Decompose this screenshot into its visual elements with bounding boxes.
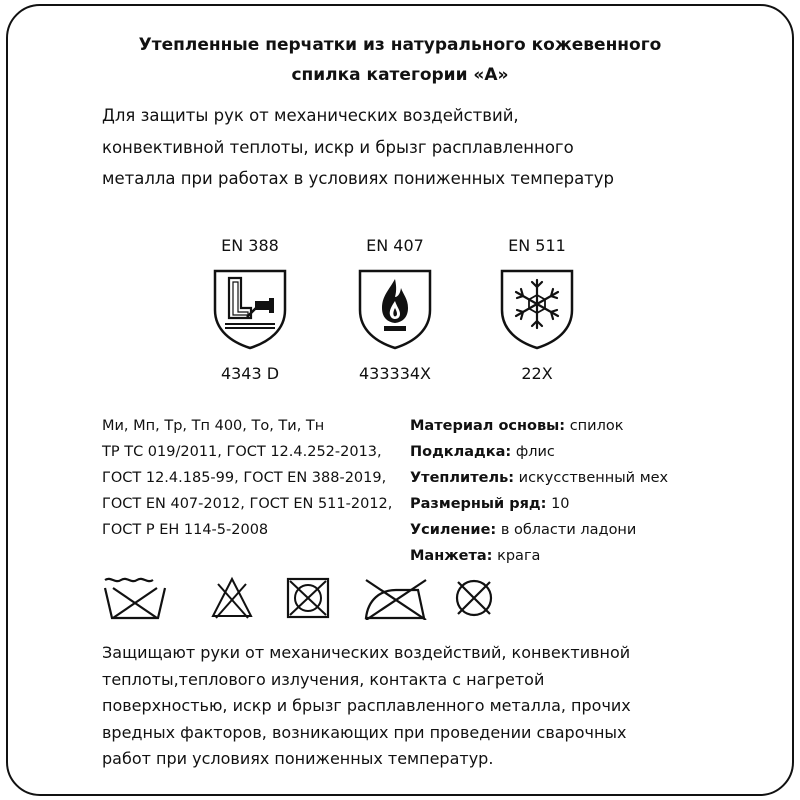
spec-label: Материал основы: bbox=[410, 418, 566, 434]
intro-line-3: металла при работах в условиях пониженных температур bbox=[102, 169, 615, 188]
standard-code: EN 407 bbox=[366, 236, 424, 255]
codes-line: Ми, Мп, Тр, Тп 400, То, Ти, Тн bbox=[102, 418, 325, 434]
title-line-2: спилка категории «А» bbox=[291, 65, 509, 85]
codes-line: ГОСТ EN 407-2012, ГОСТ EN 511-2012, bbox=[102, 496, 393, 512]
certification-codes bbox=[102, 413, 402, 543]
codes-line: ГОСТ Р ЕН 114-5-2008 bbox=[102, 522, 269, 538]
standard-code: EN 388 bbox=[221, 236, 279, 255]
heat-flame-shield-icon bbox=[356, 268, 434, 350]
intro-text bbox=[102, 100, 742, 195]
spec-insulation bbox=[410, 465, 770, 491]
description-text bbox=[102, 640, 782, 773]
standard-en407 bbox=[330, 236, 460, 384]
spec-value: искусственный мех bbox=[518, 470, 669, 486]
spec-label: Подкладка: bbox=[410, 444, 512, 460]
spec-value: спилок bbox=[569, 418, 624, 434]
care-symbols bbox=[0, 576, 800, 620]
spec-size-range bbox=[410, 491, 770, 517]
description-line: Защищают руки от механических воздействий, конвективной bbox=[102, 643, 631, 662]
mechanical-risk-shield-icon bbox=[211, 268, 289, 350]
description-line: работ при условиях пониженных температур. bbox=[102, 749, 494, 768]
standard-en511 bbox=[472, 236, 602, 384]
page-title bbox=[20, 30, 780, 90]
spec-value: крага bbox=[497, 548, 541, 564]
spec-label: Манжета: bbox=[410, 548, 493, 564]
do-not-dry-clean-icon bbox=[452, 576, 496, 620]
performance-level: 433334X bbox=[358, 364, 432, 383]
standard-en388 bbox=[185, 236, 315, 384]
spec-label: Усиление: bbox=[410, 522, 497, 538]
title-line-1: Утепленные перчатки из натурального кожевенного bbox=[138, 35, 662, 55]
spec-value: в области ладони bbox=[500, 522, 637, 538]
description-line: вредных факторов, возникающих при проведении сварочных bbox=[102, 722, 627, 742]
spec-value: флис bbox=[515, 444, 555, 460]
cold-snowflake-shield-icon bbox=[498, 268, 576, 350]
performance-level: 22X bbox=[521, 364, 553, 383]
spec-value: 10 bbox=[551, 496, 570, 512]
performance-level: 4343 D bbox=[220, 364, 280, 383]
codes-line: ГОСТ 12.4.185-99, ГОСТ EN 388-2019, bbox=[102, 470, 387, 486]
description-line: теплоты,теплового излучения, контакта с нагретой bbox=[102, 669, 545, 689]
do-not-tumble-dry-icon bbox=[285, 576, 331, 620]
spec-lining bbox=[410, 439, 770, 465]
intro-line-2: конвективной теплоты, искр и брызг расплавленного bbox=[102, 137, 574, 157]
codes-line: ТР ТС 019/2011, ГОСТ 12.4.252-2013, bbox=[102, 444, 382, 460]
do-not-iron-icon bbox=[360, 576, 432, 620]
spec-label: Размерный ряд: bbox=[410, 496, 547, 512]
specifications bbox=[410, 413, 770, 569]
description-line: поверхностью, искр и брызг расплавленного металла, прочих bbox=[102, 696, 631, 715]
do-not-bleach-icon bbox=[210, 576, 254, 620]
spec-label: Утеплитель: bbox=[410, 470, 515, 486]
do-not-wash-icon bbox=[103, 576, 179, 620]
intro-line-1: Для защиты рук от механических воздействий, bbox=[102, 106, 519, 125]
spec-reinforcement bbox=[410, 517, 770, 543]
spec-material bbox=[410, 413, 770, 439]
spec-cuff bbox=[410, 543, 770, 569]
standard-code: EN 511 bbox=[508, 236, 566, 255]
